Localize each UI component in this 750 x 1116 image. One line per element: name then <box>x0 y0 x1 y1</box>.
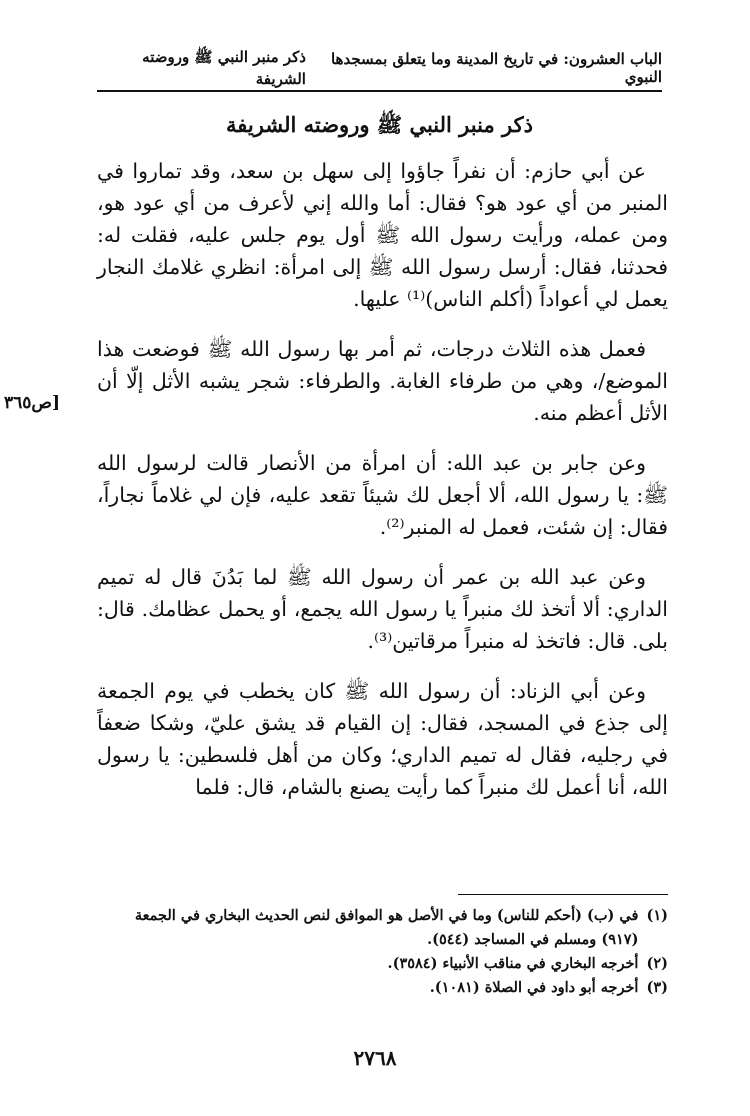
header-chapter: الباب العشرون: في تاريخ المدينة وما يتعلق بمسجدها النبوي <box>330 50 662 86</box>
footnote <box>97 904 668 952</box>
page-number: ٢٧٦٨ <box>353 1046 397 1070</box>
paragraph: وعن عبد الله بن عمر أن رسول الله ﷺ لما بَدُنَ قال له تميم الداري: ألا أتخذ لك منبراً يا رسول الله يجمع، أو يحمل عظامك. قال: بلى. قال: فاتخذ له منبراً مرقاتين⁽³⁾. <box>97 565 668 653</box>
footnote-text: أخرجه أبو داود في الصلاة (١٠٨١). <box>429 979 639 996</box>
source-page-marker: [ص٣٦٥ <box>4 393 61 413</box>
running-header <box>97 48 662 88</box>
footnote-number: (٢) <box>646 955 668 972</box>
footnote-divider <box>458 894 668 895</box>
footnote-number: (٣) <box>646 979 668 996</box>
paragraph: فعمل هذه الثلاث درجات، ثم أمر بها رسول الله ﷺ فوضعت هذا الموضع/، وهي من طرفاء الغابة. والطرفاء: شجر يشبه الأثل إلّا أن الأثل أعظم منه. <box>97 337 668 425</box>
paragraph: عن أبي حازم: أن نفراً جاؤوا إلى سهل بن سعد، وقد تماروا في المنبر من أي عود هو؟ فقال: أما والله إني لأعرف من أي عود هو، ومن عمله، ورأيت رسول الله ﷺ أول يوم جلس عليه، فقلت له: فحدثنا، فقال: أرسل رسول الله ﷺ إلى امرأة: انظري غلامك النجار يعمل لي أعواداً (أكلم الناس)⁽¹⁾ عليها. <box>97 159 668 311</box>
body-text <box>97 155 668 821</box>
header-divider <box>97 90 662 92</box>
paragraph: وعن جابر بن عبد الله: أن امرأة من الأنصار قالت لرسول الله ﷺ: يا رسول الله، ألا أجعل لك شيئاً تقعد عليه، فإن لي غلاماً نجاراً، فقال: إن شئت، فعمل له المنبر⁽²⁾. <box>97 451 669 539</box>
footnote-number: (١) <box>646 907 668 924</box>
footnote <box>97 952 668 976</box>
section-title: ذكر منبر النبي ﷺ وروضته الشريفة <box>226 112 533 137</box>
footnotes <box>97 904 668 1000</box>
header-section: ذكر منبر النبي ﷺ وروضته الشريفة <box>142 48 306 88</box>
footnote-text: في (ب) (أحكم للناس) وما في الأصل هو الموافق لنص الحديث البخاري في الجمعة (٩١٧) ومسلم في المساجد (٥٤٤). <box>134 907 639 948</box>
footnote-text: أخرجه البخاري في مناقب الأنبياء (٣٥٨٤). <box>387 955 639 972</box>
paragraph: وعن أبي الزناد: أن رسول الله ﷺ كان يخطب في يوم الجمعة إلى جذع في المسجد، فقال: إن القيام قد يشق عليّ، وشكا ضعفاً في رجليه، فقال له تميم الداري؛ وكان من أهل فلسطين: يا رسول الله، أنا أعمل لك منبراً كما رأيت يصنع بالشام، قال: فلما <box>97 679 668 799</box>
footnote <box>97 976 668 1000</box>
